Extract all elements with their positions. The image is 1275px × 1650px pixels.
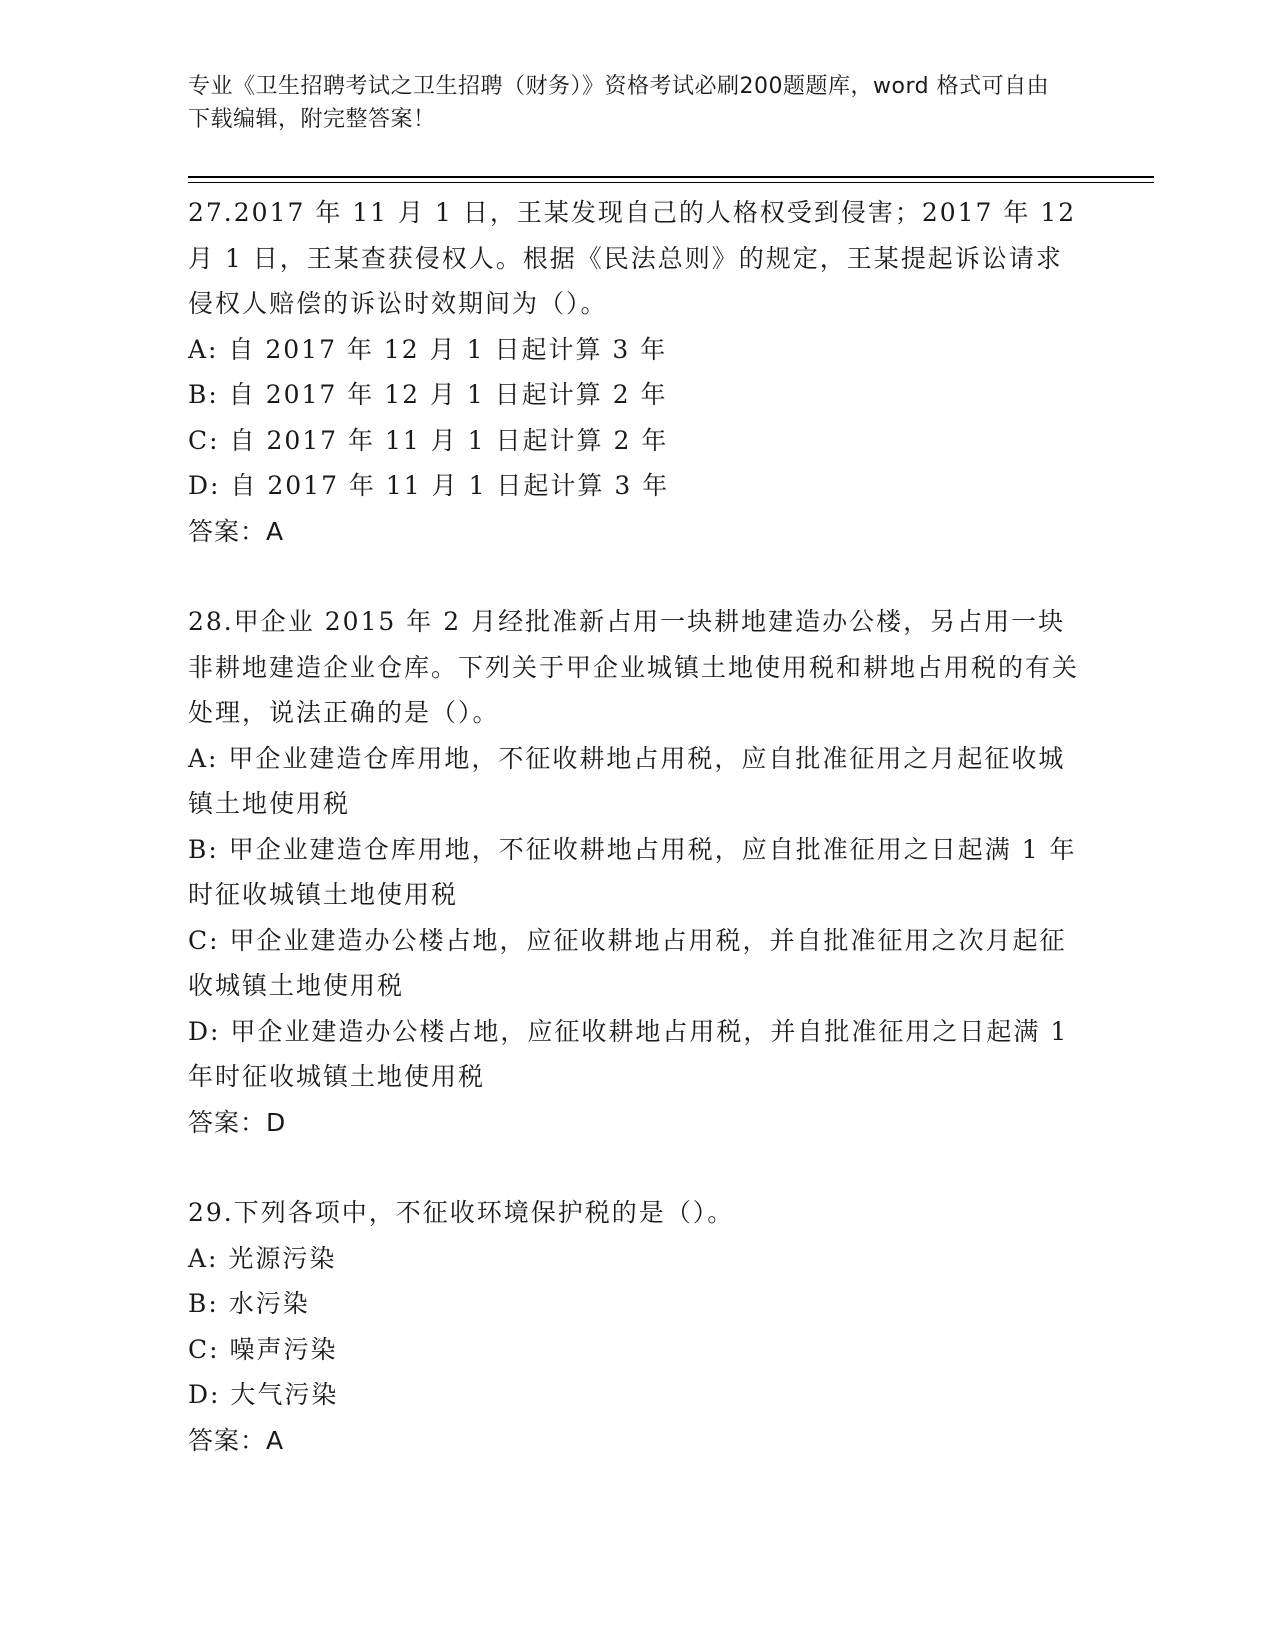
header-divider-thin bbox=[188, 182, 1154, 183]
header-divider-thick bbox=[188, 176, 1154, 178]
answer: 答案：A bbox=[188, 516, 285, 546]
question-29 bbox=[188, 1190, 1088, 1463]
option-d: D: 大气污染 bbox=[188, 1380, 339, 1409]
option-c: C: 甲企业建造办公楼占地，应征收耕地占用税，并自批准征用之次月起征收城镇土地使用税 bbox=[188, 925, 1067, 1000]
option-c: C: 噪声污染 bbox=[188, 1334, 338, 1364]
question-list bbox=[188, 190, 1088, 1463]
option-d: D: 自 2017 年 11 月 1 日起计算 3 年 bbox=[188, 471, 670, 500]
option-b: B: 水污染 bbox=[188, 1289, 310, 1318]
option-b: B: 自 2017 年 12 月 1 日起计算 2 年 bbox=[188, 380, 668, 409]
question-28 bbox=[188, 599, 1088, 1145]
option-a: A: 自 2017 年 12 月 1 日起计算 3 年 bbox=[188, 334, 668, 364]
option-a: A: 甲企业建造仓库用地，不征收耕地占用税，应自批准征用之月起征收城镇土地使用税 bbox=[188, 743, 1066, 818]
option-a: A: 光源污染 bbox=[188, 1243, 337, 1273]
answer: 答案：A bbox=[188, 1425, 285, 1455]
answer: 答案：D bbox=[188, 1107, 287, 1137]
option-c: C: 自 2017 年 11 月 1 日起计算 2 年 bbox=[188, 425, 669, 455]
question-stem: 28.甲企业 2015 年 2 月经批准新占用一块耕地建造办公楼，另占用一块非耕地建造企业仓库。下列关于甲企业城镇土地使用税和耕地占用税的有关处理，说法正确的是（）。 bbox=[188, 607, 1080, 727]
document-header: 专业《卫生招聘考试之卫生招聘（财务）》资格考试必刷200题题库，word 格式可自由下载编辑，附完整答案！ bbox=[188, 74, 1050, 132]
question-stem: 29.下列各项中，不征收环境保护税的是（）。 bbox=[188, 1198, 735, 1227]
question-stem: 27.2017 年 11 月 1 日，王某发现自己的人格权受到侵害；2017 年 12 月 1 日，王某查获侵权人。根据《民法总则》的规定，王某提起诉讼请求侵权人赔偿的诉讼时效期间为（）。 bbox=[188, 198, 1087, 318]
option-d: D: 甲企业建造办公楼占地，应征收耕地占用税，并自批准征用之日起满 1 年时征收城镇土地使用税 bbox=[188, 1016, 1079, 1091]
question-27 bbox=[188, 190, 1088, 554]
option-b: B: 甲企业建造仓库用地，不征收耕地占用税，应自批准征用之日起满 1 年时征收城镇土地使用税 bbox=[188, 834, 1077, 909]
